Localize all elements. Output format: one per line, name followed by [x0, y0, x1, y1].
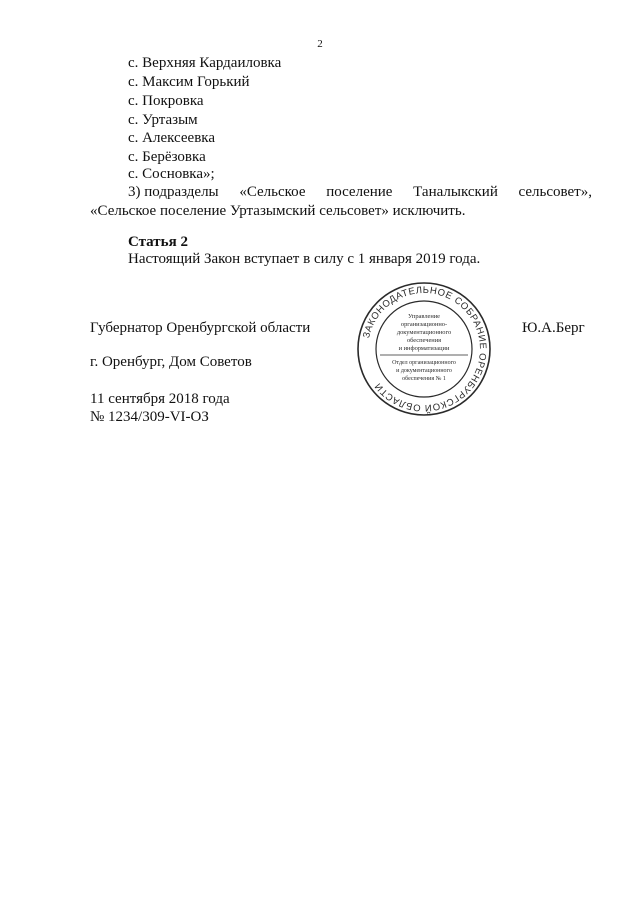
article-text: Настоящий Закон вступает в силу с 1 января 2019 года.	[128, 251, 481, 267]
article-heading: Статья 2	[128, 234, 188, 250]
signatory-title: Губернатор Оренбургской области	[90, 320, 311, 336]
signatory-name: Ю.А.Берг	[522, 320, 585, 336]
item3-word: сельсовет»,	[518, 184, 592, 200]
item3-line1	[128, 183, 592, 201]
stamp-dept-text: обеспечения № 1	[402, 376, 446, 382]
item3-word: поселение	[326, 184, 393, 200]
stamp-dept-text: Отдел организационного	[392, 360, 456, 366]
list-item: с. Берёзовка	[128, 149, 206, 165]
list-item: с. Максим Горький	[128, 74, 250, 90]
list-item: с. Сосновка»;	[128, 166, 215, 182]
stamp-inner-text: обеспечения	[406, 337, 442, 344]
item3-word: Таналыкский	[413, 184, 498, 200]
official-seal-stamp	[356, 281, 492, 417]
stamp-dept-text: и документационного	[396, 368, 452, 374]
item3-line2: «Сельское поселение Уртазымский сельсовет» исключить.	[90, 203, 466, 219]
law-date: 11 сентября 2018 года	[90, 391, 230, 407]
list-item: с. Покровка	[128, 93, 204, 109]
signing-place: г. Оренбург, Дом Советов	[90, 354, 252, 370]
item3-word: 3) подразделы	[128, 184, 219, 200]
item3-word: «Сельское	[239, 184, 306, 200]
list-item: с. Алексеевка	[128, 130, 216, 146]
stamp-ring-text: ЗАКОНОДАТЕЛЬНОЕ СОБРАНИЕ ОРЕНБУРГСКОЙ ОБЛАСТИ	[361, 284, 489, 414]
stamp-inner-text: Управление	[407, 313, 441, 320]
stamp-inner-text: и информатизации	[398, 345, 450, 352]
list-item: с. Верхняя Кардаиловка	[128, 55, 282, 71]
stamp-inner-text: документационного	[396, 329, 452, 336]
stamp-inner-text: организационно-	[400, 321, 448, 328]
law-number: № 1234/309-VI-ОЗ	[90, 409, 209, 425]
list-item: с. Уртазым	[128, 112, 198, 128]
page-number: 2	[317, 38, 323, 50]
